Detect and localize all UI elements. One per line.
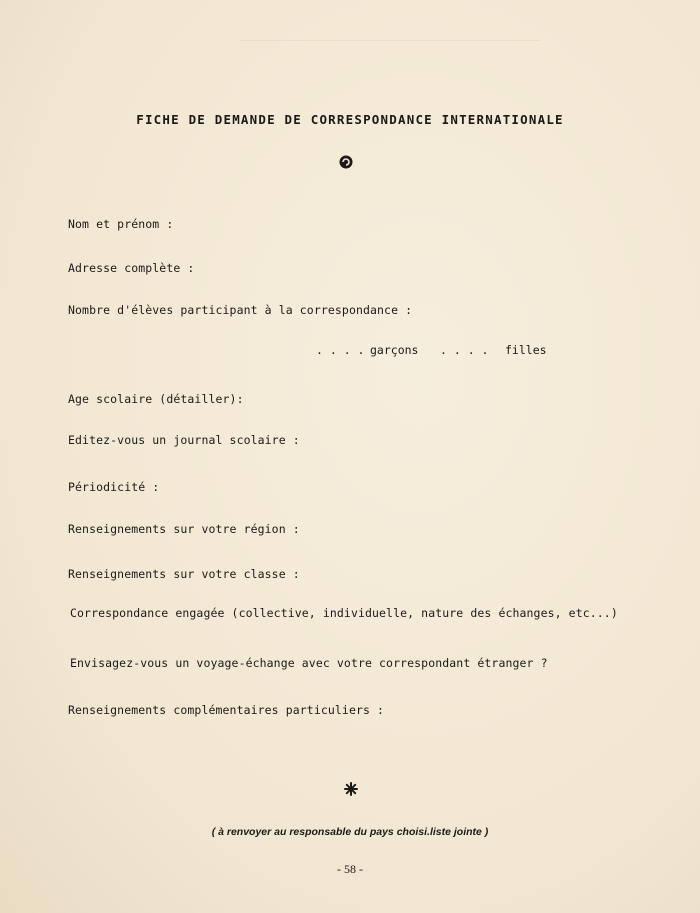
field-exchange-trip: Envisagez-vous un voyage-échange avec votre correspondant étranger ? xyxy=(70,656,548,670)
boys-dots: . . . . xyxy=(316,343,365,357)
field-school-journal: Editez-vous un journal scolaire : xyxy=(68,433,300,447)
field-student-count: Nombre d'élèves participant à la correspondance : xyxy=(68,303,413,317)
spiral-ornament-icon xyxy=(339,155,353,169)
document-title: FICHE DE DEMANDE DE CORRESPONDANCE INTERNATIONALE xyxy=(136,112,564,127)
star-ornament-icon xyxy=(344,782,358,796)
field-class-info: Renseignements sur votre classe : xyxy=(68,567,300,581)
page-number: - 58 - xyxy=(337,862,363,876)
boys-label: garçons xyxy=(370,343,419,357)
girls-dots: . . . . xyxy=(440,343,489,357)
field-periodicity: Périodicité : xyxy=(68,480,160,494)
field-name: Nom et prénom : xyxy=(68,217,174,231)
field-address: Adresse complète : xyxy=(68,261,195,275)
girls-label: filles xyxy=(505,343,547,357)
show-through xyxy=(240,40,540,81)
field-school-age: Age scolaire (détailler): xyxy=(68,392,244,406)
field-additional-info: Renseignements complémentaires particuliers : xyxy=(68,703,385,717)
field-correspondence-engaged: Correspondance engagée (collective, individuelle, nature des échanges, etc...) xyxy=(70,606,618,620)
field-region-info: Renseignements sur votre région : xyxy=(68,522,300,536)
return-instruction-note: ( à renvoyer au responsable du pays choisi.liste jointe ) xyxy=(211,826,489,838)
